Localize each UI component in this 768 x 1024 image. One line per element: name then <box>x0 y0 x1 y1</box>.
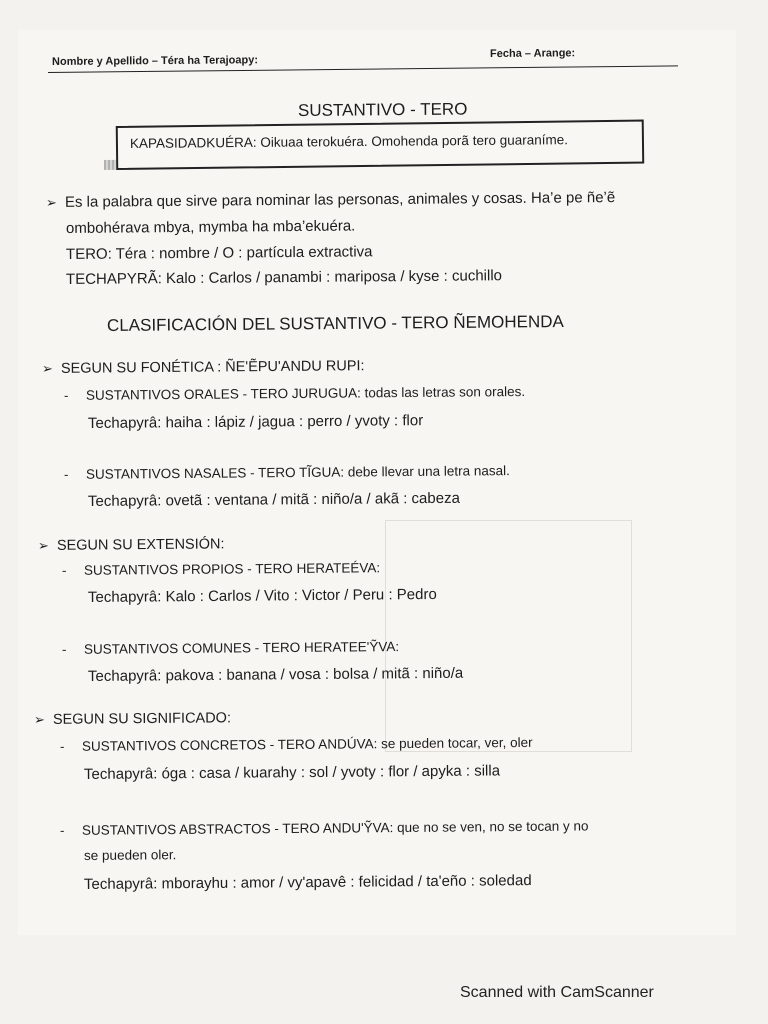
example-propios: Techapyrâ: Kalo : Carlos / Vito : Victor / Peru : Pedro <box>87 585 437 606</box>
item-label: SUSTANTIVOS ABSTRACTOS - TERO ANDU'ỸVA: que no se ven, no se tocan y no <box>81 818 589 838</box>
tero-etymology: TERO: Téra : nombre / O : partícula extractiva <box>65 243 373 263</box>
arrow-bullet-icon: ➢ <box>41 360 53 376</box>
example-comunes: Techapyrâ: pakova : banana / vosa : bolsa / mitã : niño/a <box>87 664 464 685</box>
item-label: SUSTANTIVOS PROPIOS - TERO HERATEÉVA: <box>83 560 381 578</box>
dash-bullet: - <box>63 466 69 482</box>
example-concretos: Techapyrâ: óga : casa / kuarahy : sol / yvoty : flor / apyka : silla <box>83 762 501 783</box>
item-label: SUSTANTIVOS ORALES - TERO JURUGUA: todas las letras son orales. <box>85 383 526 403</box>
classification-title: CLASIFICACIÓN DEL SUSTANTIVO - TERO ÑEMOHENDA <box>106 312 564 335</box>
definition-line-2: ombohérava mbya, mymba ha mba’ekuéra. <box>65 217 356 237</box>
example-abstractos: Techapyrâ: mborayhu : amor / vy'apavê : felicidad / ta'eño : soledad <box>83 872 532 893</box>
arrow-bullet-icon: ➢ <box>33 711 45 727</box>
arrow-bullet-icon: ➢ <box>45 194 57 210</box>
date-label: Fecha – Arange: <box>489 47 576 60</box>
arrow-bullet-icon: ➢ <box>37 537 49 553</box>
section-heading-text: SEGUN SU SIGNIFICADO: <box>52 710 232 728</box>
dash-bullet: - <box>59 822 65 838</box>
scanner-watermark: Scanned with CamScanner <box>460 984 654 1001</box>
item-label: SUSTANTIVOS COMUNES - TERO HERATEE'ỸVA: <box>83 639 400 657</box>
dash-bullet: - <box>63 387 69 403</box>
page-title: SUSTANTIVO - TERO <box>297 99 468 120</box>
item-label: SUSTANTIVOS CONCRETOS - TERO ANDÚVA: se pueden tocar, ver, oler <box>81 734 533 754</box>
section-phonetics-heading <box>42 358 365 377</box>
definition-examples: TECHAPYRÃ: Kalo : Carlos / panambi : mariposa / kyse : cuchillo <box>65 267 503 288</box>
definition-text-1: Es la palabra que sirve para nominar las personas, animales y cosas. Ha’e pe ñe’ẽ <box>64 189 616 211</box>
list-item-propios <box>62 560 380 578</box>
list-item-comunes <box>62 639 399 657</box>
section-meaning-heading <box>34 710 231 728</box>
section-heading-text: SEGUN SU FONÉTICA : ÑE'ẼPU'ANDU RUPI: <box>60 358 365 377</box>
section-extension-heading <box>38 536 225 554</box>
item-label: SUSTANTIVOS NASALES - TERO TĨGUA: debe llevar una letra nasal. <box>85 463 510 482</box>
dash-bullet: - <box>61 641 67 657</box>
example-nasales: Techapyrâ: ovetã : ventana / mitã : niño/a / akã : cabeza <box>87 489 460 510</box>
name-label: Nombre y Apellido – Téra ha Terajoapy: <box>51 54 259 68</box>
example-orales: Techapyrâ: haiha : lápiz / jagua : perro / yvoty : flor <box>87 412 424 432</box>
dash-bullet: - <box>61 562 67 578</box>
section-heading-text: SEGUN SU EXTENSIÓN: <box>56 536 225 554</box>
capacity-text: KAPASIDADKUÉRA: Oikuaa terokuéra. Omohenda porã tero guaraníme. <box>129 132 569 151</box>
list-item-abstractos-continued: se pueden oler. <box>83 847 177 863</box>
dash-bullet: - <box>59 738 65 754</box>
bleed-through-box <box>385 520 632 752</box>
